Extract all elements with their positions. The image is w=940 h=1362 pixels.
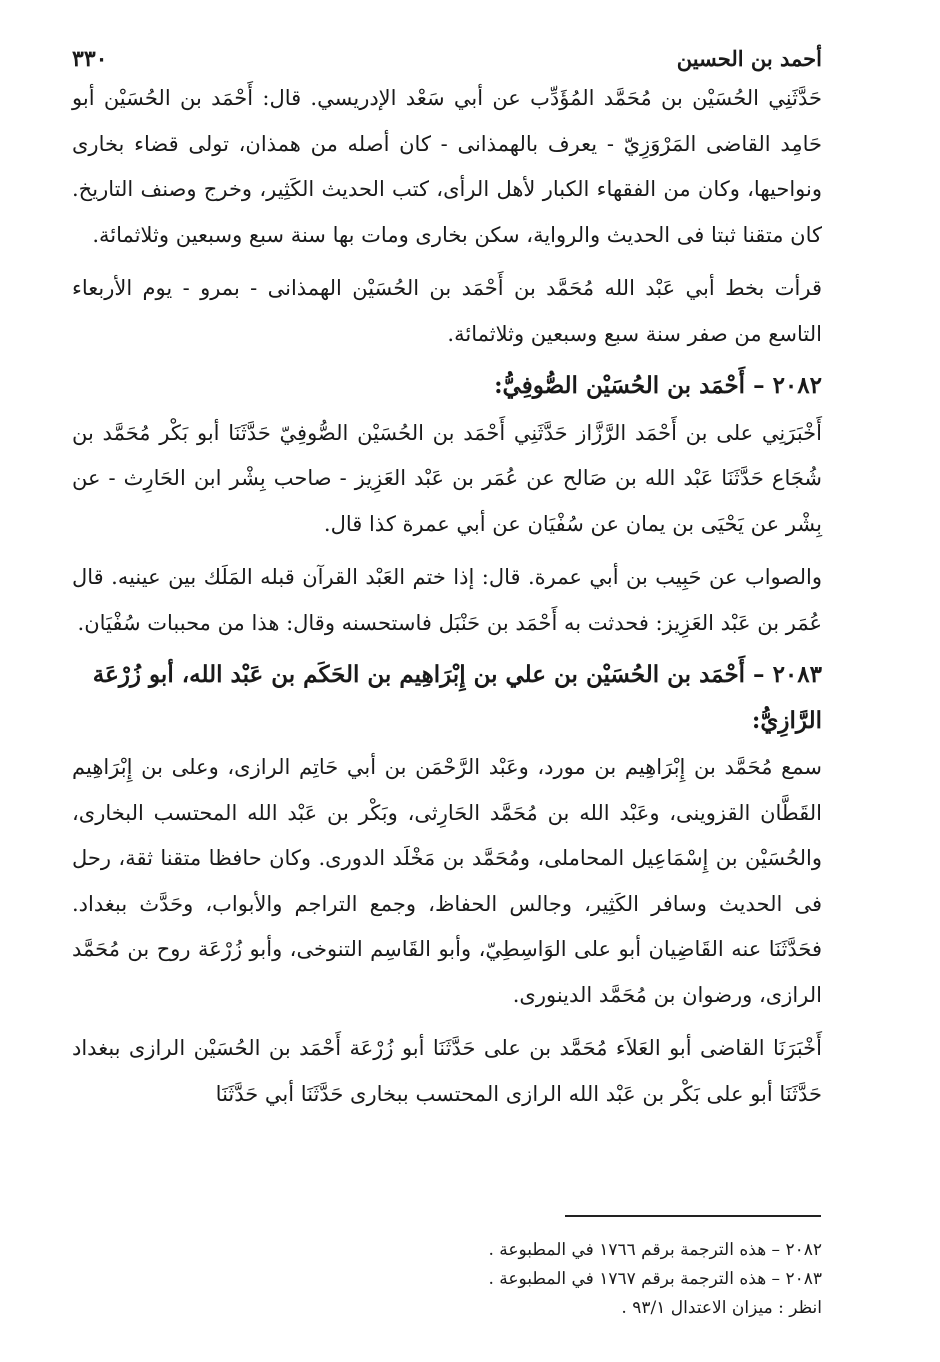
footnote-2083: ٢٠٨٣ – هذه الترجمة برقم ١٧٦٧ في المطبوعة . (488, 1269, 822, 1289)
footnote-reference: انظر : ميزان الاعتدال ٩٣/١ . (621, 1298, 822, 1318)
page-number: ٣٣٠ (72, 46, 108, 72)
entry-heading-2082: ٢٠٨٢ – أَحْمَد بن الحُسَيْن الصُّوفِيُّ: (494, 372, 822, 399)
entry-heading-2083: ٢٠٨٣ – أَحْمَد بن الحُسَيْن بن علي بن إِبْرَاهِيم بن الحَكَم بن عَبْد الله، أبو زُرْعَة الرَّازِيُّ: (92, 661, 822, 734)
entry-2083-paragraph-1: سمع مُحَمَّد بن إِبْرَاهِيم بن مورد، وعَبْد الرَّحْمَن بن أبي حَاتِم الرازى، وعلى بن إِبْرَاهِيم القَطَّان القزوينى، وعَبْد الله بن مُحَمَّد الحَارِثى، وبَكْر بن عَبْد الله المحتسب البخارى، والحُسَيْن بن إِسْمَاعِيل المحاملى، ومُحَمَّد بن مَخْلَد الدورى. وكان حافظا متقنا ثقة، رحل فى الحديث وسافر الكَثِير، وجالس الحفاظ، وجمع التراجم والأبواب، وحَدَّث ببغداد. فحَدَّثَنَا عنه القَاضِيان أبو على الوَاسِطِيّ، وأبو القَاسِم التنوخى، وأبو زُرْعَة روح بن مُحَمَّد الرازى، ورضوان بن مُحَمَّد الدينورى. (72, 755, 822, 1007)
page-body (72, 44, 822, 1117)
entry-2082-paragraph-1: أَخْبَرَنِي على بن أَحْمَد الرَّزَّاز حَدَّثَنِي أَحْمَد بن الحُسَيْن الصُّوفِيّ حَدَّثَنَا أبو بَكْر مُحَمَّد بن شُجَاع حَدَّثَنَا عَبْد الله بن صَالح عن عُمَر بن عَبْد العَزِيز - صاحب بِشْر ابن الحَارِث - عن بِشْر عن يَحْيَى بن يمان عن سُفْيَان عن أبي عمرة كذا قال. (72, 420, 822, 536)
entry-2083-paragraph-2: أَخْبَرَنَا القاضى أبو العَلاَء مُحَمَّد بن على حَدَّثَنَا أبو زُرْعَة أَحْمَد بن الحُسَيْن الرازى ببغداد حَدَّثَنَا أبو على بَكْر بن عَبْد الله الرازى المحتسب ببخارى حَدَّثَنَا أبي حَدَّثَنَا (72, 1036, 822, 1106)
running-title: أحمد بن الحسين (676, 46, 822, 71)
footnotes (202, 1236, 822, 1323)
paragraph-intro: حَدَّثَنِي الحُسَيْن بن مُحَمَّد المُؤَدِّب عن أبي سَعْد الإدريسي. قال: أَحْمَد بن الحُسَيْن أبو حَامِد القاضى المَرْوَزِيّ - يعرف بالهمذانى - كان أصله من همذان، تولى قضاء بخارى ونواحيها، وكان من الفقهاء الكبار لأهل الرأى، كتب الحديث الكَثِير، وخرج وصنف التاريخ. كان متقنا ثبتا فى الحديث والرواية، سكن بخارى ومات بها سنة سبع وسبعين وثلاثمائة. (72, 86, 822, 247)
entry-2082-paragraph-2: والصواب عن حَبِيب بن أبي عمرة. قال: إذا ختم العَبْد القرآن قبله المَلَك بين عينيه. قال عُمَر بن عَبْد العَزِيز: فحدثت به أَحْمَد بن حَنْبَل فاستحسنه وقال: هذا من محببات سُفْيَان. (72, 565, 822, 635)
footnote-divider (565, 1215, 821, 1217)
footnote-2082: ٢٠٨٢ – هذه الترجمة برقم ١٧٦٦ في المطبوعة . (488, 1240, 822, 1260)
paragraph-reading-note: قرأت بخط أبي عَبْد الله مُحَمَّد بن أَحْمَد بن الحُسَيْن الهمذانى - بمرو - يوم الأربعاء التاسع من صفر سنة سبع وسبعين وثلاثمائة. (72, 276, 822, 346)
page-header (72, 44, 822, 76)
